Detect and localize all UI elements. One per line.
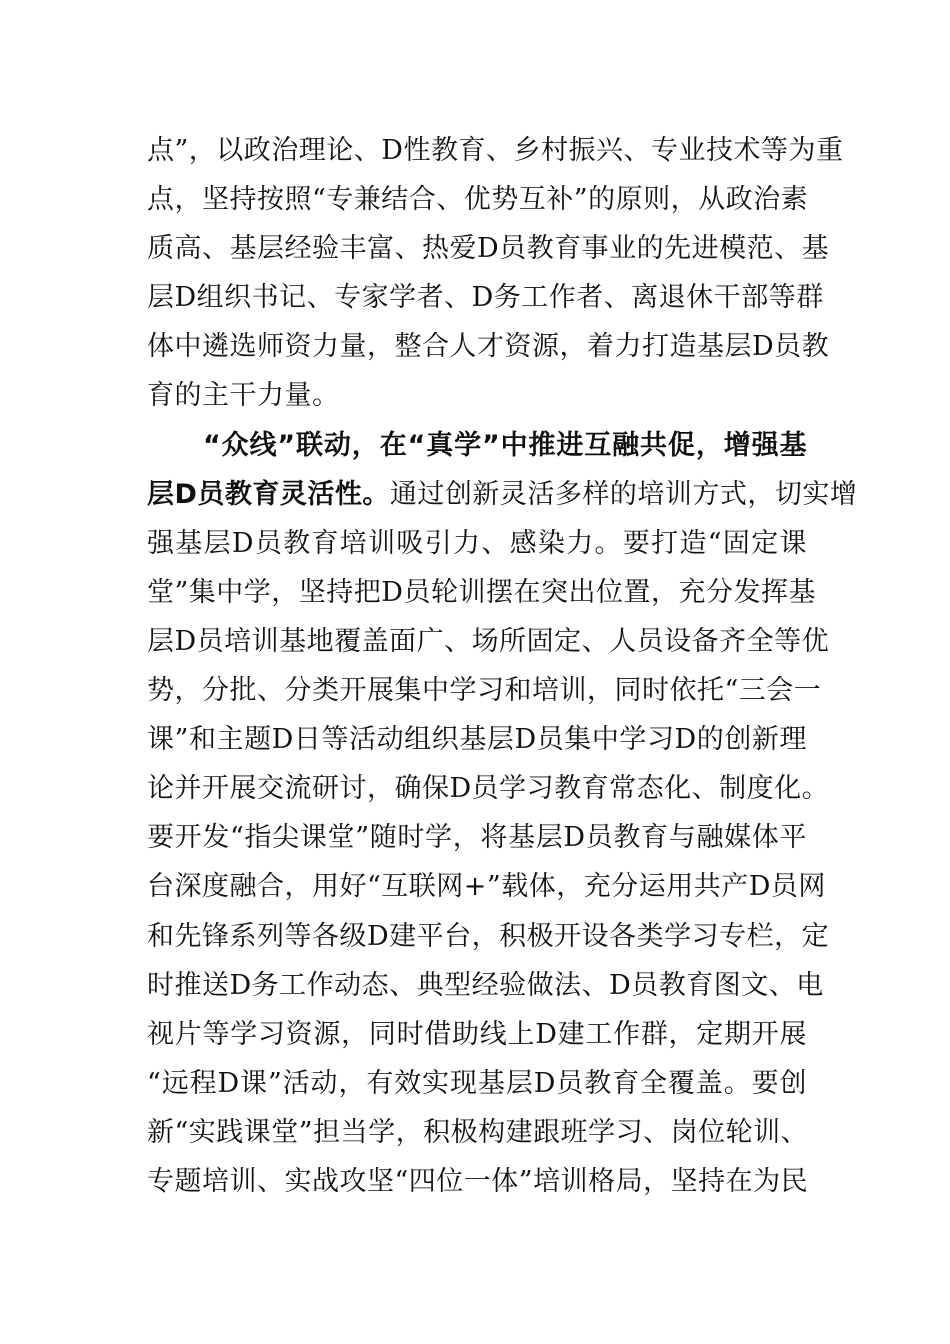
text-line xyxy=(147,470,858,519)
text-line xyxy=(147,1157,807,1206)
text-segment: 台深度融合，用好“互联网+”载体，充分运用共产D员网 xyxy=(147,871,826,903)
text-segment: 体中遴选师资力量，整合人才资源，着力打造基层D员教 xyxy=(147,331,830,363)
text-line xyxy=(147,617,830,666)
text-line xyxy=(147,813,807,862)
text-segment: 课”和主题D日等活动组织基层D员集中学习D的创新理 xyxy=(147,724,807,756)
text-line xyxy=(147,126,844,175)
text-line xyxy=(147,273,824,322)
text-segment: 点”，以政治理论、D性教育、乡村振兴、专业技术等为重 xyxy=(147,135,844,166)
text-line xyxy=(147,862,826,911)
text-line xyxy=(147,519,807,568)
text-segment: 层D员培训基地覆盖面广、场所固定、人员设备齐全等优 xyxy=(147,625,830,657)
bold-heading-segment: 层D员教育灵活性。 xyxy=(147,478,390,510)
text-line xyxy=(147,715,807,764)
text-segment: 点，坚持按照“专兼结合、优势互补”的原则，从政治素 xyxy=(147,184,809,216)
text-segment: 层D组织书记、专家学者、D务工作者、离退休干部等群 xyxy=(147,282,824,314)
text-line xyxy=(147,1108,807,1157)
text-segment: 视片等学习资源，同时借助线上D建工作群，定期开展 xyxy=(147,1018,807,1050)
text-line xyxy=(147,912,830,961)
text-line xyxy=(147,666,822,715)
bold-heading-segment: “众线”联动，在“真学”中推进互融共促，增强基 xyxy=(203,429,807,461)
text-segment: 堂”集中学，坚持把D员轮训摆在突出位置，充分发挥基 xyxy=(147,576,816,608)
text-line xyxy=(147,961,824,1010)
text-segment: 时推送D务工作动态、典型经验做法、D员教育图文、电 xyxy=(147,969,824,1001)
text-line xyxy=(147,224,830,273)
text-segment: 和先锋系列等各级D建平台，积极开设各类学习专栏，定 xyxy=(147,920,830,952)
text-segment: 育的主干力量。 xyxy=(147,380,340,412)
text-line xyxy=(147,322,830,371)
text-segment: 要开发“指尖课堂”随时学，将基层D员教育与融媒体平 xyxy=(147,822,807,854)
text-line xyxy=(147,371,807,420)
text-segment: 论并开展交流研讨，确保D员学习教育常态化、制度化。 xyxy=(147,773,830,805)
text-line xyxy=(147,421,807,470)
text-line xyxy=(147,1010,807,1059)
text-segment: 质高、基层经验丰富、热爱D员教育事业的先进模范、基 xyxy=(147,233,830,265)
text-segment: 专题培训、实战攻坚“四位一体”培训格局，坚持在为民 xyxy=(147,1165,809,1197)
text-segment: 势，分批、分类开展集中学习和培训，同时依托“三会一 xyxy=(147,675,822,707)
text-segment: 新“实践课堂”担当学，积极构建跟班学习、岗位轮训、 xyxy=(147,1116,809,1148)
text-segment: 强基层D员教育培训吸引力、感染力。要打造“固定课 xyxy=(147,527,807,559)
text-line xyxy=(147,568,816,617)
text-line xyxy=(147,175,807,224)
text-line xyxy=(147,1059,807,1108)
document-body-text xyxy=(147,126,858,1206)
text-segment: “远程D课”活动，有效实现基层D员教育全覆盖。要创 xyxy=(147,1067,807,1099)
text-segment: 通过创新灵活多样的培训方式，切实增 xyxy=(389,478,858,510)
text-line xyxy=(147,764,830,813)
